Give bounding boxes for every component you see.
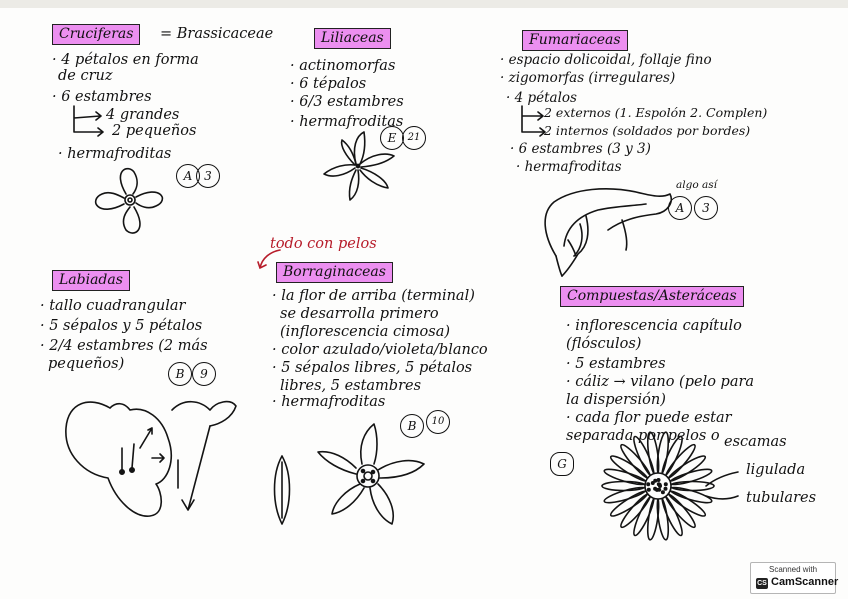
cruciferas-line-1: · 4 pétalos en forma	[52, 52, 199, 68]
cruciferas-flower-drawing	[85, 164, 175, 240]
camscanner-name: CamScanner	[771, 576, 839, 588]
labiadas-line-3: · 2/4 estambres (2 más	[40, 338, 208, 354]
borraginaceas-flower-drawing	[308, 420, 432, 532]
daisy-petal	[631, 494, 657, 538]
camscanner-logo-icon: CS	[757, 580, 767, 587]
compuestas-line-2: (flósculos)	[566, 336, 642, 352]
labiadas-line-1: · tallo cuadrangular	[40, 298, 186, 314]
compuestas-line-8: escamas	[724, 434, 787, 450]
daisy-petal	[603, 485, 648, 506]
borraginaceas-line-3: (inflorescencia cimosa)	[280, 324, 451, 340]
labiadas-tag-number: 9	[192, 362, 216, 386]
liliaceas-line-4: · hermafroditas	[290, 114, 404, 130]
camscanner-caption: Scanned with	[768, 565, 818, 574]
borraginaceas-tag-number: 10	[426, 410, 450, 434]
borraginaceas-line-6: libres, 5 estambres	[280, 378, 422, 394]
fumariaceas-line-4: 2 externos (1. Espolón 2. Complen)	[544, 105, 768, 120]
cruciferas-line-4: 4 grandes	[106, 107, 180, 123]
compuestas-line-3: · 5 estambres	[566, 356, 666, 372]
liliaceas-line-2: · 6 tépalos	[290, 76, 367, 92]
borraginaceas-line-1: · la flor de arriba (terminal)	[272, 288, 475, 304]
cruciferas-line-3: · 6 estambres	[52, 89, 152, 105]
fumariaceas-line-2: · zigomorfas (irregulares)	[500, 70, 676, 86]
compuestas-label-ligulada: ligulada	[746, 462, 806, 478]
cruciferas-line-5: 2 pequeños	[112, 123, 197, 139]
compuestas-line-6: · cada flor puede estar	[566, 410, 732, 426]
subtitle-brassicaceae: = Brassicaceae	[160, 26, 274, 42]
labiadas-flower-drawing	[60, 388, 250, 522]
liliaceas-line-1: · actinomorfas	[290, 58, 396, 74]
scan-edge	[0, 0, 848, 8]
daisy-floret	[658, 489, 660, 491]
fumariaceas-note: algo así	[676, 179, 718, 191]
label-pointer-icon	[704, 466, 744, 506]
daisy-petal	[603, 466, 648, 487]
daisy-petal	[602, 482, 646, 491]
compuestas-line-5: la dispersión)	[566, 392, 666, 408]
fumariaceas-line-3: · 4 pétalos	[506, 90, 577, 106]
borraginaceas-note: todo con pelos	[270, 236, 377, 252]
compuestas-label-tubulares: tubulares	[746, 490, 817, 506]
borraginaceas-line-5: · 5 sépalos libres, 5 pétalos	[272, 360, 473, 376]
title-borraginaceas: Borraginaceas	[276, 262, 393, 283]
fumariaceas-line-5: 2 internos (soldados por bordes)	[544, 123, 751, 138]
daisy-floret	[647, 483, 649, 485]
daisy-floret	[652, 482, 654, 484]
compuestas-line-1: · inflorescencia capítulo	[566, 318, 742, 334]
liliaceas-line-3: · 6/3 estambres	[290, 94, 404, 110]
compuestas-line-4: · cáliz → vilano (pelo para	[566, 374, 755, 390]
borraginaceas-line-2: se desarrolla primero	[280, 306, 439, 322]
title-liliaceas: Liliaceas	[314, 28, 391, 49]
fumariaceas-flower-drawing	[528, 176, 678, 280]
branch-arrow-icon	[70, 104, 110, 138]
daisy-floret	[662, 491, 664, 493]
daisy-floret	[654, 480, 656, 482]
daisy-petal	[659, 435, 685, 479]
liliaceas-tag-number: 21	[402, 126, 426, 150]
title-labiadas: Labiadas	[52, 270, 130, 291]
bud-drawing	[270, 454, 294, 526]
cruciferas-tag-number: 3	[196, 164, 220, 188]
daisy-floret	[657, 479, 659, 481]
daisy-floret	[658, 483, 660, 485]
compuestas-tag-letter: G	[550, 452, 574, 476]
title-compuestas: Compuestas/Asteráceas	[560, 286, 744, 307]
daisy-floret	[648, 489, 650, 491]
daisy-floret	[665, 483, 667, 485]
fumariaceas-tag-number: 3	[694, 196, 718, 220]
labiadas-tag-letter: B	[168, 362, 192, 386]
compuestas-flower-drawing	[596, 428, 720, 544]
title-fumariaceas: Fumariaceas	[522, 30, 628, 51]
cruciferas-tag-letter: A	[176, 164, 200, 188]
fumariaceas-line-1: · espacio dolicoidal, follaje fino	[500, 52, 712, 68]
fumariaceas-line-7: · hermafroditas	[516, 159, 622, 175]
daisy-floret	[664, 488, 666, 490]
cruciferas-line-6: · hermafroditas	[58, 146, 172, 162]
borraginaceas-tag-letter: B	[400, 414, 424, 438]
compuestas-line-7: separada por pelos o	[566, 428, 720, 444]
borraginaceas-line-7: · hermafroditas	[272, 394, 386, 410]
liliaceas-tag-letter: E	[380, 126, 404, 150]
fumariaceas-line-6: · 6 estambres (3 y 3)	[510, 141, 651, 157]
labiadas-line-4: pequeños)	[48, 356, 125, 372]
camscanner-badge	[750, 562, 839, 594]
borraginaceas-line-4: · color azulado/violeta/blanco	[272, 342, 488, 358]
title-cruciferas: Cruciferas	[52, 24, 140, 45]
cruciferas-line-2: de cruz	[58, 68, 113, 84]
labiadas-line-2: · 5 sépalos y 5 pétalos	[40, 318, 203, 334]
fumariaceas-tag-letter: A	[668, 196, 692, 220]
